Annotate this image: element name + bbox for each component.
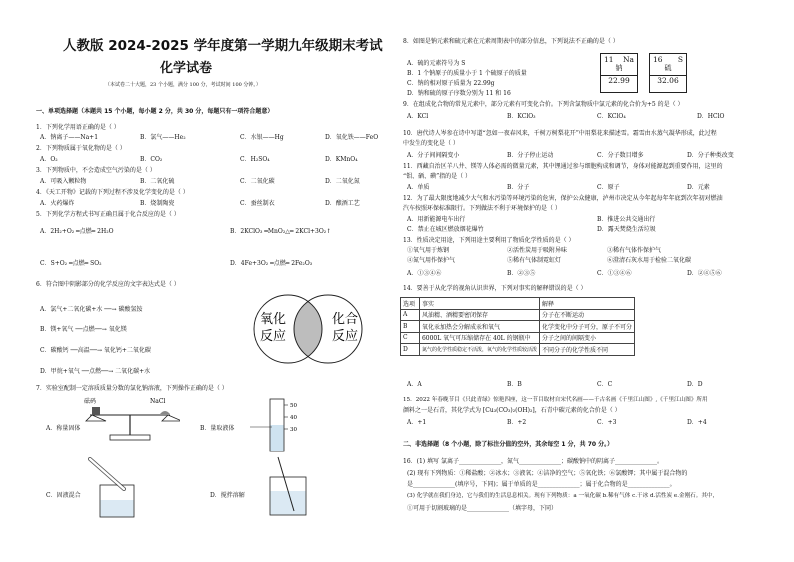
q1-option-a[interactable]: A．钠离子——Na+1 (40, 134, 99, 141)
q2-option-b[interactable]: B．CO₂ (140, 156, 163, 163)
q11-stem-1: 11．西藏自治区羊八井、镁等人体必需的微量元素，其中锂通过参与细胞构成和调节，身体对能源起到重要作用，这里的 (403, 163, 723, 170)
q14-option-a[interactable]: A．A (407, 381, 422, 388)
subject-title: 化学试卷 (160, 61, 213, 76)
q13-option-c[interactable]: C．①③④⑥ (597, 270, 632, 277)
header-explanation: 解释 (539, 298, 634, 310)
q11-option-d[interactable]: D．元素 (687, 184, 710, 191)
q14-option-b[interactable]: B．B (507, 381, 522, 388)
q11-option-b[interactable]: B．分子 (507, 184, 530, 191)
q14-option-c[interactable]: C．C (597, 381, 613, 388)
q10-stem-2: 中发生的变化是（ ） (403, 140, 459, 147)
sulfur-name: 硫 (664, 64, 672, 72)
q9-option-d[interactable]: D．HClO (697, 113, 725, 120)
q8-option-d[interactable]: D．钠和硫的原子序数分别为 11 和 16 (407, 90, 511, 97)
q12-option-c[interactable]: C．禁止在城区燃放烟花爆竹 (407, 226, 484, 233)
q5-stem: 5．下列化学方程式书写正确且属于化合反应的是（ ） (36, 211, 180, 218)
header-fact: 事实 (419, 298, 539, 310)
venn-diagram (248, 290, 368, 368)
q13-option-d[interactable]: D．②④⑤⑥ (687, 270, 722, 277)
q16-line-1[interactable]: 16．(1) 填写 氯离子______________，氮气______________；碳酸钠中的阴离子______________。 (403, 458, 663, 465)
stirring-figure (250, 455, 330, 520)
q16-line-4: (3) 化学就在我们身边，它与我们的生活息息相关。现有下列物质：a 一氧化碳 b.稀有气体 c.干冰 d.活性炭 e.金刚石。其中， (407, 493, 719, 499)
venn-left-label-2: 反应 (260, 329, 287, 344)
scale-40: 40 (290, 415, 297, 421)
scale-50: 50 (290, 403, 297, 409)
sulfur-mass: 32.06 (650, 75, 686, 85)
venn-left-label-1: 氧化 (260, 312, 287, 327)
q6-option-a[interactable]: A．氯气+二氧化碳+水 ──→ 碳酸氢铵 (40, 306, 143, 313)
q7-option-b[interactable]: B．量取液体 (200, 425, 235, 432)
mixing-figure (80, 455, 160, 520)
q16-line-5[interactable]: ①可用于切割玻璃的是______________（填字母，下同） (407, 505, 558, 512)
q9-stem: 9．在组成化合物的常见元素中，部分元素有可变化合价。下列含氯物质中氯元素的化合价为+5 的是（ ） (403, 101, 684, 108)
nacl-label: NaCl (150, 398, 166, 405)
q13-item-4: ④氮气用作保护气 (407, 257, 456, 264)
q1-option-c[interactable]: C．水银——Hg (240, 134, 284, 141)
q4-option-c[interactable]: C．蚕丝制衣 (240, 200, 275, 207)
sulfur-number: 16 (653, 55, 663, 64)
q2-option-c[interactable]: C．H₂SO₄ (240, 156, 270, 163)
weight-label: 砝码 (84, 398, 97, 405)
q6-stem: 6．符合图中阴影部分的化学反应的文字表达式是（ ） (36, 281, 180, 288)
header-option: 选项 (401, 298, 420, 310)
q4-option-a[interactable]: A．火药爆炸 (40, 200, 75, 207)
q15-stem-1: 15．2022 年春晚节目《只此青绿》惊艳四座，这一节目取材自宋代名画——千古名画《千里江山图》,《千里江山图》所用 (403, 397, 708, 403)
q13-option-a[interactable]: A．①③④⑥ (407, 270, 442, 277)
q10-option-d[interactable]: D．分子种类改变 (687, 152, 734, 159)
q15-option-d[interactable]: D．+4 (687, 419, 707, 426)
q4-option-b[interactable]: B．烧制陶瓷 (140, 200, 175, 207)
q2-stem: 2．下列物质属于氧化物的是（ ） (36, 145, 126, 152)
q8-option-a[interactable]: A．硫的元素符号为 S (407, 60, 466, 67)
scale-30: 30 (290, 427, 297, 433)
q14-stem: 14．要善于从化学的视角认识世界，下列对事实的解释错误的是（ ） (403, 285, 587, 292)
q6-option-c[interactable]: C．碳酸钙 ──高温──→ 氧化钙+二氧化碳 (40, 347, 151, 354)
q16-line-2: (2) 现有下列物质：①稀盐酸；②冰水；③液氧；④洁净的空气；⑤氧化铁；⑥氯酸钾；其中属于混合物的 (407, 470, 688, 477)
q13-item-1: ①氧气用于炼钢 (407, 247, 450, 254)
q4-stem: 4．《天工开物》记载的下列过程不涉及化学变化的是（ ） (36, 189, 189, 196)
section-1-heading: 一、单项选择题（本题共 15 个小题，每小题 2 分，共 30 分，每题只有一项符合题意） (36, 108, 274, 115)
exam-note: （本试卷二十大题，23 个小题，满分 100 分，考试时间 100 分钟。） (105, 82, 261, 88)
q8-stem: 8．如图是钠元素和硫元素在元素周期表中的部分信息，下列说法不正确的是（ ） (403, 38, 619, 45)
q13-item-3: ③稀有气体作保护气 (607, 247, 662, 254)
q9-option-c[interactable]: C．KClO₄ (597, 113, 626, 120)
sulfur-symbol: S (677, 55, 683, 64)
venn-right-label-2: 反应 (332, 329, 359, 344)
q8-option-c[interactable]: C．钠的相对原子质量为 22.99g (407, 80, 495, 87)
q10-option-c[interactable]: C．分子数目增多 (597, 152, 644, 159)
q3-option-b[interactable]: B．二氧化硫 (140, 178, 175, 185)
q13-stem: 13．性质决定用途，下列用途主要利用了物质化学性质的是（ ） (403, 237, 575, 244)
section-2-heading: 二、非选择题（8 个小题，除了标注分值的空外，其余每空 1 分，共 70 分。） (403, 441, 614, 448)
q2-option-d[interactable]: D．KMnO₄ (325, 156, 358, 163)
q12-stem-1: 12．为了最大限度地减少大气和水污染等环境污染的危害，保护公众健康，泸州市决定从今年起每年年底到次年初对燃油 (403, 195, 723, 202)
q7-stem: 7．实验室配制一定溶质质量分数的氯化钠溶液，下列操作正确的是（ ） (36, 385, 228, 392)
q11-option-a[interactable]: A．单质 (407, 184, 430, 191)
q12-option-a[interactable]: A．用新能源电车出行 (407, 216, 466, 223)
q13-item-6: ⑥澄清石灰水用于检验二氧化碳 (607, 257, 692, 264)
sodium-element-card (600, 53, 638, 93)
q7-option-c[interactable]: C．固液混合 (46, 492, 81, 499)
q10-option-b[interactable]: B．分子停止运动 (507, 152, 554, 159)
q16-line-3[interactable]: 是______________(填序号，下同)；属于单质的是______________；属于化合物的是______________。 (407, 481, 676, 488)
q11-option-c[interactable]: C．原子 (597, 184, 620, 191)
exam-title: 人教版 2024-2025 学年度第一学期九年级期末考试 (63, 38, 383, 54)
q7-option-a[interactable]: A．称量固体 (46, 425, 81, 432)
q2-option-a[interactable]: A．O₂ (40, 156, 58, 163)
sodium-number: 11 (604, 55, 614, 64)
q3-option-d[interactable]: D．二氧化氮 (325, 178, 360, 185)
table-row: B 氧化汞加热会分解成汞和氧气 化学变化中分子可分，原子不可分 (401, 321, 635, 333)
q12-option-d[interactable]: D．露天焚烧生活垃圾 (597, 226, 656, 233)
sodium-symbol: Na (622, 55, 634, 64)
q3-option-a[interactable]: A．可吸入颗粒物 (40, 178, 87, 185)
q14-option-d[interactable]: D．D (687, 381, 703, 388)
table-row: A 风油精、酒精要密闭保存 分子在不断运动 (401, 309, 635, 321)
q13-item-5: ⑤稀有气体制霓虹灯 (507, 257, 562, 264)
q9-option-a[interactable]: A．KCl (407, 113, 429, 120)
q15-option-b[interactable]: B．+2 (507, 419, 527, 426)
q1-option-d[interactable]: D．氧化铁——FeO (325, 134, 379, 141)
table-row: D 氮气的化学性质稳定不活泼，氧气的化学性质较活泼 不同分子的化学性质不同 (401, 344, 635, 356)
q5-option-b[interactable]: B．2KClO₃ ═MnO₂△═ 2KCl+3O₂↑ (230, 228, 332, 235)
q9-option-b[interactable]: B．KClO₃ (507, 113, 536, 120)
balance-figure (80, 397, 180, 442)
q1-option-b[interactable]: B．氯气——He₂ (140, 134, 186, 141)
q4-option-d[interactable]: D．酿酒工艺 (325, 200, 360, 207)
q3-stem: 3．下列物质中，不会造成空气污染的是（ ） (36, 167, 156, 174)
q8-option-b[interactable]: B．1 个钠原子的质量小于 1 个硫原子的质量 (407, 70, 527, 77)
q7-option-d[interactable]: D．搅拌溶解 (210, 492, 245, 499)
q14-facts-table (400, 297, 635, 356)
sulfur-element-card (649, 53, 687, 93)
sodium-mass: 22.99 (601, 75, 637, 85)
q12-stem-2: 汽车按照环保标准限行。下列做法不利于环境保护的是（ ） (403, 205, 561, 212)
q15-option-a[interactable]: A．+1 (407, 419, 427, 426)
q5-option-a[interactable]: A．2H₂+O₂ ═点燃═ 2H₂O (40, 228, 114, 235)
cylinder-figure (250, 395, 310, 455)
q15-stem-2: 颜料之一是石青，其化学式为 [Cu₃(CO₃)₂(OH)₂]，石青中碳元素的化合价是（ ） (403, 407, 621, 414)
q5-option-c[interactable]: C．S+O₂ ═点燃═ SO₂ (40, 260, 102, 267)
q15-option-c[interactable]: C．+3 (597, 419, 617, 426)
q3-option-c[interactable]: C．二氧化碳 (240, 178, 275, 185)
q6-option-b[interactable]: B．镁+氧气 ──点燃──→ 氧化镁 (40, 326, 127, 333)
sodium-name: 钠 (615, 64, 623, 72)
q10-option-a[interactable]: A．分子间间隔变小 (407, 152, 460, 159)
table-header-row (401, 298, 635, 310)
q6-option-d[interactable]: D．甲烷+氧气 ──点燃──→ 二氧化碳+水 (40, 368, 151, 375)
q5-option-d[interactable]: D．4Fe+3O₂ ═点燃═ 2Fe₂O₃ (230, 260, 313, 267)
q1-stem: 1．下列化学用语正确的是（ ） (36, 124, 120, 131)
q13-item-2: ②活性炭用于吸附异味 (507, 247, 568, 254)
q13-option-b[interactable]: B．②③⑤ (507, 270, 536, 277)
q12-option-b[interactable]: B．推进公共交通出行 (597, 216, 656, 223)
venn-right-label-1: 化合 (332, 312, 359, 327)
table-row: C 6000L 氧气可压缩储存在 40L 的钢瓶中 分子之间的间隔变小 (401, 332, 635, 344)
q10-stem-1: 10．唐代诗人岑参在诗中写道“忽如一夜春风来，千树万树梨花开”中用梨花来描述雪。霜雪由水蒸气凝华形成，此过程 (403, 130, 717, 137)
q11-stem-2: “钼、硒、碘”指的是（ ） (403, 173, 472, 180)
